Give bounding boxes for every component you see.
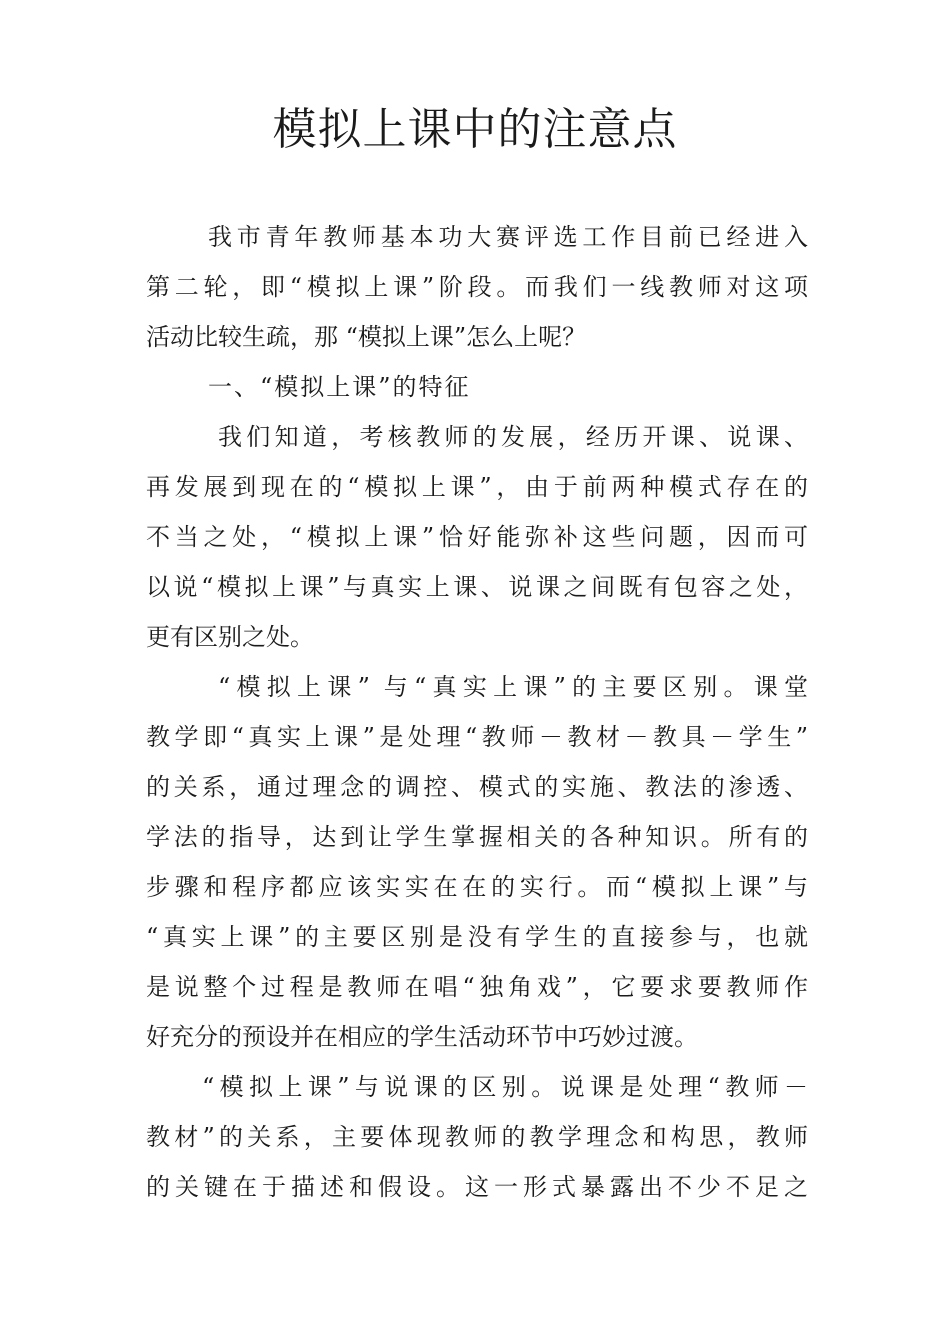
paragraph-line: “模拟上课” 与“真实上课”的主要区别。课堂 bbox=[218, 673, 808, 701]
paragraph-line: 第二轮，即“模拟上课”阶段。而我们一线教师对这项 bbox=[146, 273, 808, 301]
paragraph-line: 教学即“真实上课”是处理“教师－教材－教具－学生” bbox=[146, 723, 808, 751]
paragraph-line: 不当之处，“模拟上课”恰好能弥补这些问题，因而可 bbox=[146, 523, 808, 551]
paragraph-line: 活动比较生疏，那 “模拟上课”怎么上呢？ bbox=[146, 323, 587, 351]
paragraph-line: 再发展到现在的“模拟上课”，由于前两种模式存在的 bbox=[146, 473, 808, 501]
document-title: 模拟上课中的注意点 bbox=[272, 104, 678, 155]
paragraph-line: 的关系，通过理念的调控、模式的实施、教法的渗透、 bbox=[146, 773, 808, 801]
paragraph-line: 步骤和程序都应该实实在在的实行。而“模拟上课”与 bbox=[146, 873, 808, 901]
paragraph-line: 教材”的关系，主要体现教师的教学理念和构思，教师 bbox=[146, 1123, 808, 1151]
paragraph-line: 以说“模拟上课”与真实上课、说课之间既有包容之处， bbox=[146, 573, 808, 601]
paragraph-line: “真实上课”的主要区别是没有学生的直接参与，也就 bbox=[146, 923, 808, 951]
paragraph-line: “模拟上课”与说课的区别。说课是处理“教师－ bbox=[202, 1073, 808, 1101]
paragraph-line: 的关键在于描述和假设。这一形式暴露出不少不足之 bbox=[146, 1173, 808, 1201]
paragraph-line: 更有区别之处。 bbox=[146, 623, 314, 651]
paragraph-line: 我们知道，考核教师的发展，经历开课、说课、 bbox=[218, 423, 808, 451]
paragraph-line: 学法的指导，达到让学生掌握相关的各种知识。所有的 bbox=[146, 823, 808, 851]
paragraph-line: 好充分的预设并在相应的学生活动环节中巧妙过渡。 bbox=[146, 1023, 698, 1051]
section-heading: 一、“模拟上课”的特征 bbox=[208, 373, 471, 401]
document-body bbox=[146, 212, 808, 1212]
paragraph-line: 我市青年教师基本功大赛评选工作目前已经进入 bbox=[208, 223, 808, 251]
paragraph-line: 是说整个过程是教师在唱“独角戏”，它要求要教师作 bbox=[146, 973, 808, 1001]
